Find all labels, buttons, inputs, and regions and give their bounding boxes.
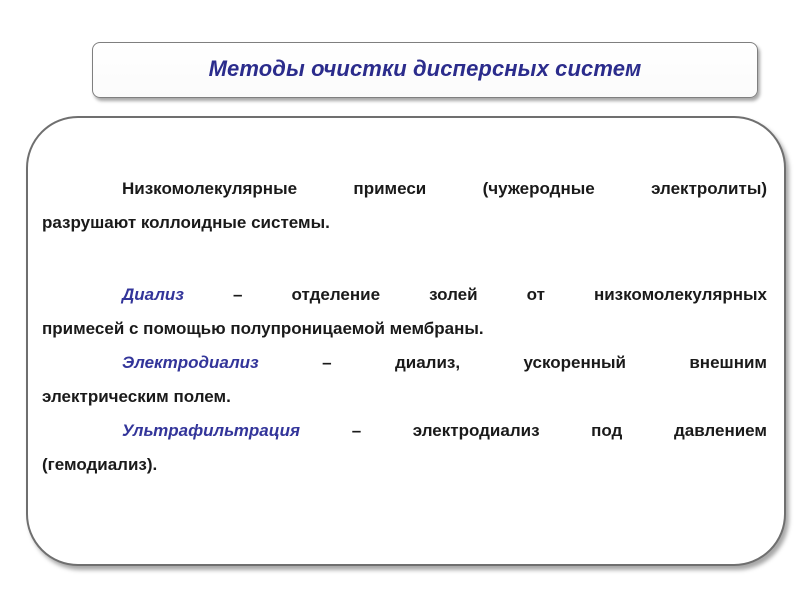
paragraph-electrodialysis-text-2: электрическим полем. xyxy=(42,387,231,406)
paragraph-electrodialysis xyxy=(42,346,767,414)
slide-title: Методы очистки дисперсных систем xyxy=(208,56,642,81)
paragraph-ultrafiltration-line-1 xyxy=(42,414,767,448)
paragraph-dialysis-text-2: примесей с помощью полупроницаемой мембраны. xyxy=(42,319,484,338)
paragraph-ultrafiltration-text-2: (гемодиализ). xyxy=(42,455,158,474)
paragraph-dialysis xyxy=(42,278,767,346)
paragraph-ultrafiltration xyxy=(42,414,767,482)
paragraph-intro-text-1: Низкомолекулярные примеси (чужеродные электролиты) xyxy=(122,179,767,198)
paragraph-electrodialysis-line-1 xyxy=(42,346,767,380)
paragraph-intro-line-1 xyxy=(42,172,767,206)
paragraph-ultrafiltration-text-1: – электродиализ под давлением xyxy=(300,421,767,440)
paragraph-intro-text-2: разрушают коллоидные системы. xyxy=(42,213,330,232)
term-ultrafiltration: Ультрафильтрация xyxy=(122,421,301,440)
term-dialysis: Диализ xyxy=(122,285,184,304)
paragraph-dialysis-text-1: – отделение золей от низкомолекулярных xyxy=(183,285,767,304)
title-box xyxy=(92,42,758,98)
paragraph-dialysis-line-1 xyxy=(42,278,767,312)
term-electrodialysis: Электродиализ xyxy=(122,353,259,372)
paragraph-electrodialysis-text-1: – диализ, ускоренный внешним xyxy=(258,353,767,372)
paragraph-intro xyxy=(42,172,767,240)
